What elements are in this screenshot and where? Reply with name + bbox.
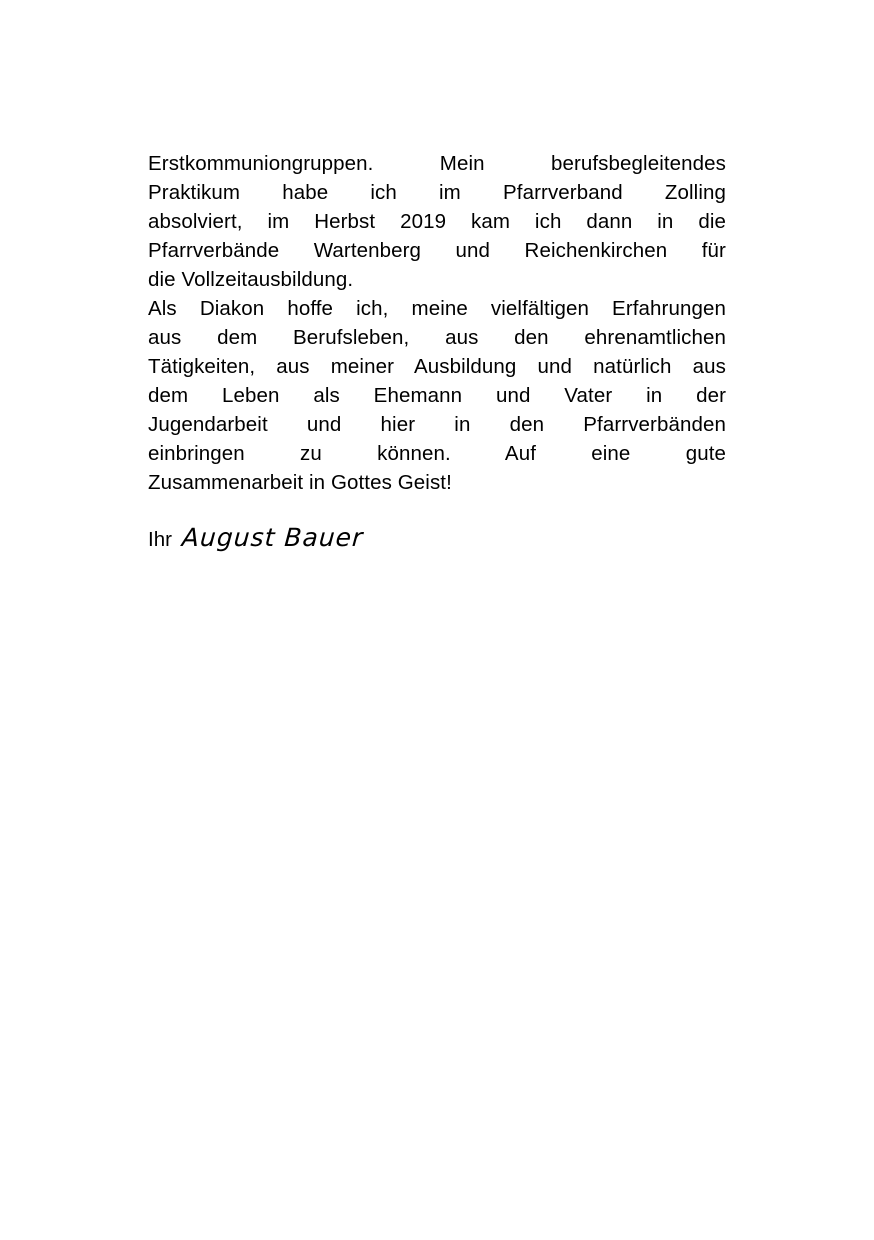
text-line: Zusammenarbeit in Gottes Geist!: [148, 471, 452, 494]
text-line: Als Diakon hoffe ich, meine vielfältigen Erfahrungen: [148, 297, 726, 320]
text-line: einbringen zu können. Auf eine gute: [148, 442, 726, 465]
paragraph: [148, 294, 726, 497]
text-line: Tätigkeiten, aus meiner Ausbildung und natürlich aus: [148, 355, 726, 378]
text-line: Pfarrverbände Wartenberg und Reichenkirchen für: [148, 239, 726, 262]
text-line: Erstkommuniongruppen. Mein berufsbegleitendes: [148, 152, 726, 175]
signature-name: August Bauer: [180, 523, 365, 552]
text-line: absolviert, im Herbst 2019 kam ich dann in die: [148, 210, 726, 233]
signature-line: [148, 523, 726, 563]
paragraph: [148, 149, 726, 294]
text-line: die Vollzeitausbildung.: [148, 268, 354, 291]
text-line: aus dem Berufsleben, aus den ehrenamtlichen: [148, 326, 726, 349]
signature-prefix: Ihr: [148, 528, 172, 551]
document-text-block: [148, 149, 726, 563]
text-line: dem Leben als Ehemann und Vater in der: [148, 384, 726, 407]
text-line: Jugendarbeit und hier in den Pfarrverbänden: [148, 413, 726, 436]
text-line: Praktikum habe ich im Pfarrverband Zolling: [148, 181, 726, 204]
